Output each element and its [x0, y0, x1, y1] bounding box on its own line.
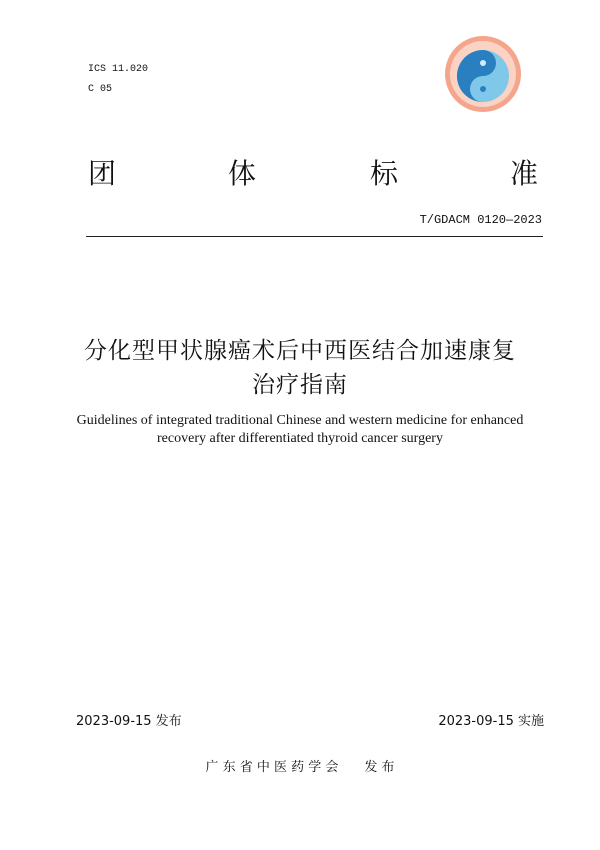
title-cn-line1: 分化型甲状腺癌术后中西医结合加速康复 — [84, 338, 516, 364]
standard-type-char: 团 — [88, 157, 117, 190]
publisher: 广 东 省 中 医 药 学 会 发 布 — [205, 760, 395, 775]
ccs-code: C 05 — [88, 84, 113, 95]
title-cn-line2: 治疗指南 — [252, 372, 348, 398]
title-en-line2: recovery after differentiated thyroid cancer surgery — [157, 431, 443, 446]
divider — [86, 236, 543, 237]
association-logo — [438, 34, 528, 114]
standard-number: T/GDACM 0120—2023 — [419, 213, 542, 227]
ics-code: ICS 11.020 — [88, 64, 149, 75]
standard-type-char: 标 — [370, 157, 399, 190]
title-en-line1: Guidelines of integrated traditional Chinese and western medicine for enhanced — [76, 413, 524, 428]
publish-date: 2023-09-15 发布 — [76, 714, 182, 729]
implement-date: 2023-09-15 实施 — [438, 714, 544, 729]
standard-type-char: 准 — [510, 157, 539, 190]
standard-type-char: 体 — [228, 157, 257, 190]
